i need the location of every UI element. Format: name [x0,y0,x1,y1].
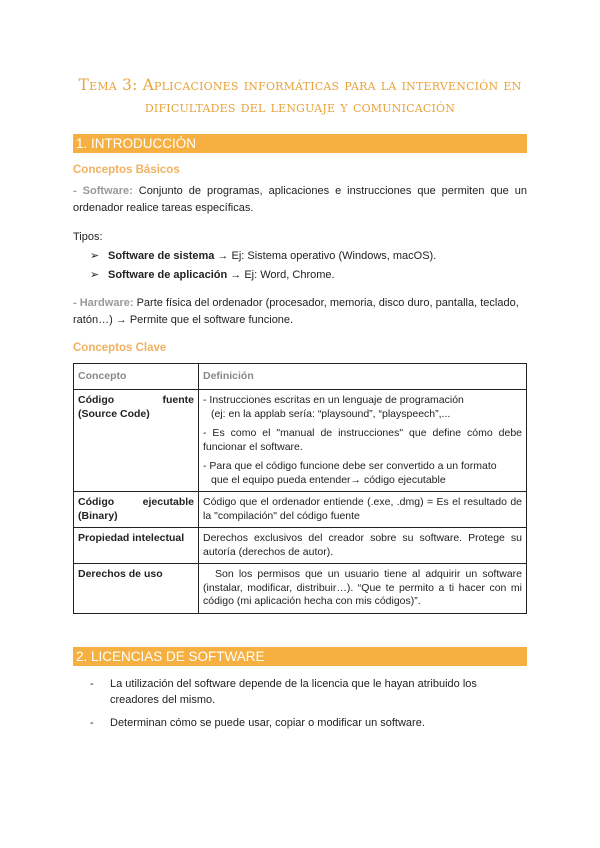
tipo-example: → Ej: Word, Chrome. [227,269,335,281]
hardware-def: Parte física del ordenador (procesador, memoria, disco duro, pantalla, teclado, ratón…) → Permite que el software funcione. [73,297,519,326]
definition-cell: Código que el ordenador entiende (.exe, .dmg) = Es el resultado de la "compilación" del código fuente [199,492,527,528]
arrow-bullet-icon: ➢ [90,269,100,281]
section-heading-licencias: 2. LICENCIAS DE SOFTWARE [73,647,527,666]
software-definition [73,183,527,217]
concept-word: Código [78,394,115,406]
concept-word: (Source Code) [78,407,150,420]
dash-bullet: - [90,678,94,690]
hardware-term: - Hardware: [73,297,134,309]
page-title: Tema 3: Aplicaciones informáticas para la intervención en dificultades del lenguaje y comunicación [78,76,522,116]
table-header-row [74,364,527,390]
definition-cell: Derechos exclusivos del creador sobre su software. Protege su autoría (derechos de autor). [199,528,527,564]
hardware-definition [73,295,527,329]
list-item-text: Determinan cómo se puede usar, copiar o modificar un software. [110,717,425,729]
list-item-text: La utilización del software depende de la licencia que le hayan atribuido los creadores del mismo. [110,678,477,706]
definition-cell [199,390,527,492]
table-row [74,390,527,492]
tipo-name: Software de sistema [108,250,215,262]
definition-para [203,394,522,421]
concept-cell: Derechos de uso [74,564,199,614]
table-row [74,528,527,564]
concept-cell [74,390,199,492]
concept-cell: Propiedad intelectual [74,528,199,564]
list-item [90,715,510,731]
header-definicion: Definición [199,364,527,390]
subheading-conceptos-basicos: Conceptos Básicos [73,164,180,176]
tipo-example: → Ej: Sistema operativo (Windows, macOS). [214,250,437,262]
table-row [74,564,527,614]
concept-word: ejecutable [142,496,194,508]
list-item [90,676,510,708]
definition-line: que el equipo pueda entender→ código ejecutable [211,473,446,486]
section-heading-introduccion: 1. INTRODUCCIÓN [73,134,527,153]
dash-bullet: - [90,717,94,729]
arrow-bullet-icon: ➢ [90,250,100,262]
concept-cell [74,492,199,528]
definition-line: (ej: en la applab sería: “playsound”, “playspeech”,... [211,407,451,420]
software-term: - Software: [73,185,133,197]
definition-para: - Es como el "manual de instrucciones" que define cómo debe funcionar el software. [203,427,522,453]
concepts-table [73,363,527,614]
concept-word: (Binary) [78,509,118,522]
tipo-name: Software de aplicación [108,269,228,281]
subheading-conceptos-clave: Conceptos Clave [73,342,167,354]
table-row [74,492,527,528]
definition-cell: Son los permisos que un usuario tiene al adquirir un software (instalar, modificar, distribuir…). “Que te permito a ti hacer con mi código (mi aplicación hecha con mis códigos)”. [199,564,527,614]
definition-line: - Para que el código funcione debe ser convertido a un formato [203,460,497,472]
list-item [90,249,436,264]
header-concepto: Concepto [74,364,199,390]
definition-line: - Instrucciones escritas en un lenguaje de programación [203,394,464,406]
list-item [90,268,335,283]
concept-word: Código [78,496,115,508]
software-def: Conjunto de programas, aplicaciones e instrucciones que permiten que un ordenador realice tareas específicas. [73,185,528,214]
definition-para [203,460,522,487]
tipos-label: Tipos: [73,231,103,243]
concept-word: fuente [162,394,194,406]
